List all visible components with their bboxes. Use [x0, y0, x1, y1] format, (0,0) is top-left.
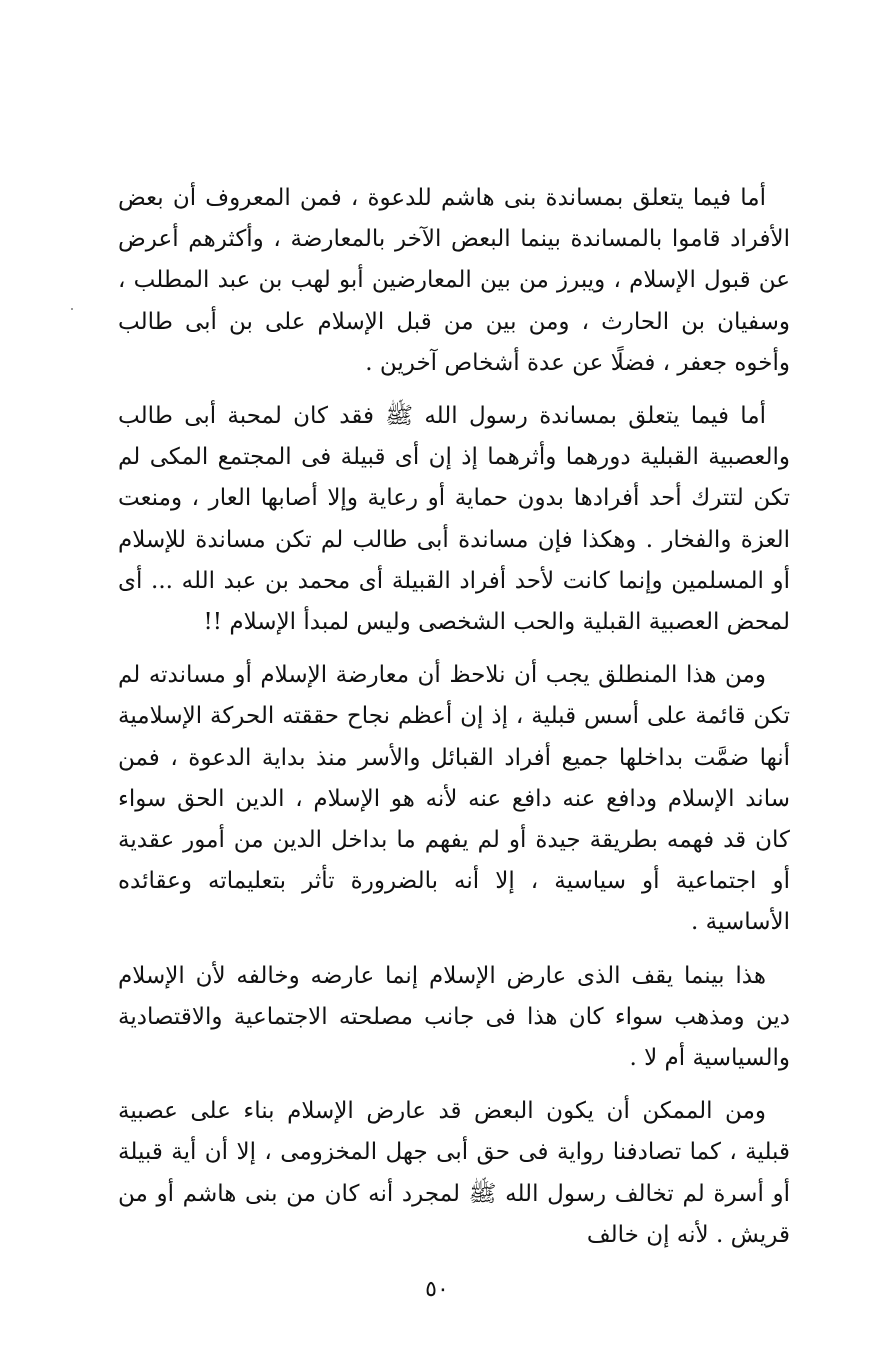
paragraph-3: ومن هذا المنطلق يجب أن نلاحظ أن معارضة الإسلام أو مساندته لم تكن قائمة على أسس قبلية ، إذ إن أعظم نجاح حققته الحركة الإسلامية أنها ضمَّت بداخلها جميع أفراد القبائل والأسر منذ بداية الدعوة ، فمن ساند الإسلام ودافع عنه دافع عنه لأنه هو الإسلام ، الدين الحق سواء كان قد فهمه بطريقة جيدة أو لم يفهم ما بداخل الدين من أمور عقدية أو اجتماعية أو سياسية ، إلا أنه بالضرورة تأثر بتعليماته وعقائده الأساسية . [118, 662, 790, 936]
page-number: ٥٠ [425, 1277, 449, 1302]
paragraph-1: أما فيما يتعلق بمساندة بنى هاشم للدعوة ، فمن المعروف أن بعض الأفراد قاموا بالمساندة بينما البعض الآخر بالمعارضة ، وأكثرهم أعرض عن قبول الإسلام ، ويبرز من بين المعارضين أبو لهب بن عبد المطلب ، وسفيان بن الحارث ، ومن بين من قبل الإسلام على بن أبى طالب وأخوه جعفر ، فضلًا عن عدة أشخاص آخرين . [118, 185, 790, 376]
margin-mark [71, 308, 73, 310]
body-text [118, 178, 790, 1256]
paragraph-2: أما فيما يتعلق بمساندة رسول الله ﷺ فقد كان لمحبة أبى طالب والعصبية القبلية دورهما وأثرهما إذ إن أى قبيلة فى المجتمع المكى لم تكن لتترك أحد أفرادها بدون حماية أو رعاية وإلا أصابها العار ، ومنعت العزة والفخار . وهكذا فإن مساندة أبى طالب لم تكن مساندة للإسلام أو المسلمين وإنما كانت لأحد أفراد القبيلة أى محمد بن عبد الله ... أى لمحض العصبية القبلية والحب الشخصى وليس لمبدأ الإسلام !! [118, 403, 790, 636]
paragraph-5: ومن الممكن أن يكون البعض قد عارض الإسلام بناء على عصبية قبلية ، كما تصادفنا رواية فى حق أبى جهل المخزومى ، إلا أن أية قبيلة أو أسرة لم تخالف رسول الله ﷺ لمجرد أنه كان من بنى هاشم أو من قريش . لأنه إن خالف [118, 1098, 790, 1248]
paragraph-4: هذا بينما يقف الذى عارض الإسلام إنما عارضه وخالفه لأن الإسلام دين ومذهب سواء كان هذا فى جانب مصلحته الاجتماعية والاقتصادية والسياسية أم لا . [118, 962, 790, 1072]
